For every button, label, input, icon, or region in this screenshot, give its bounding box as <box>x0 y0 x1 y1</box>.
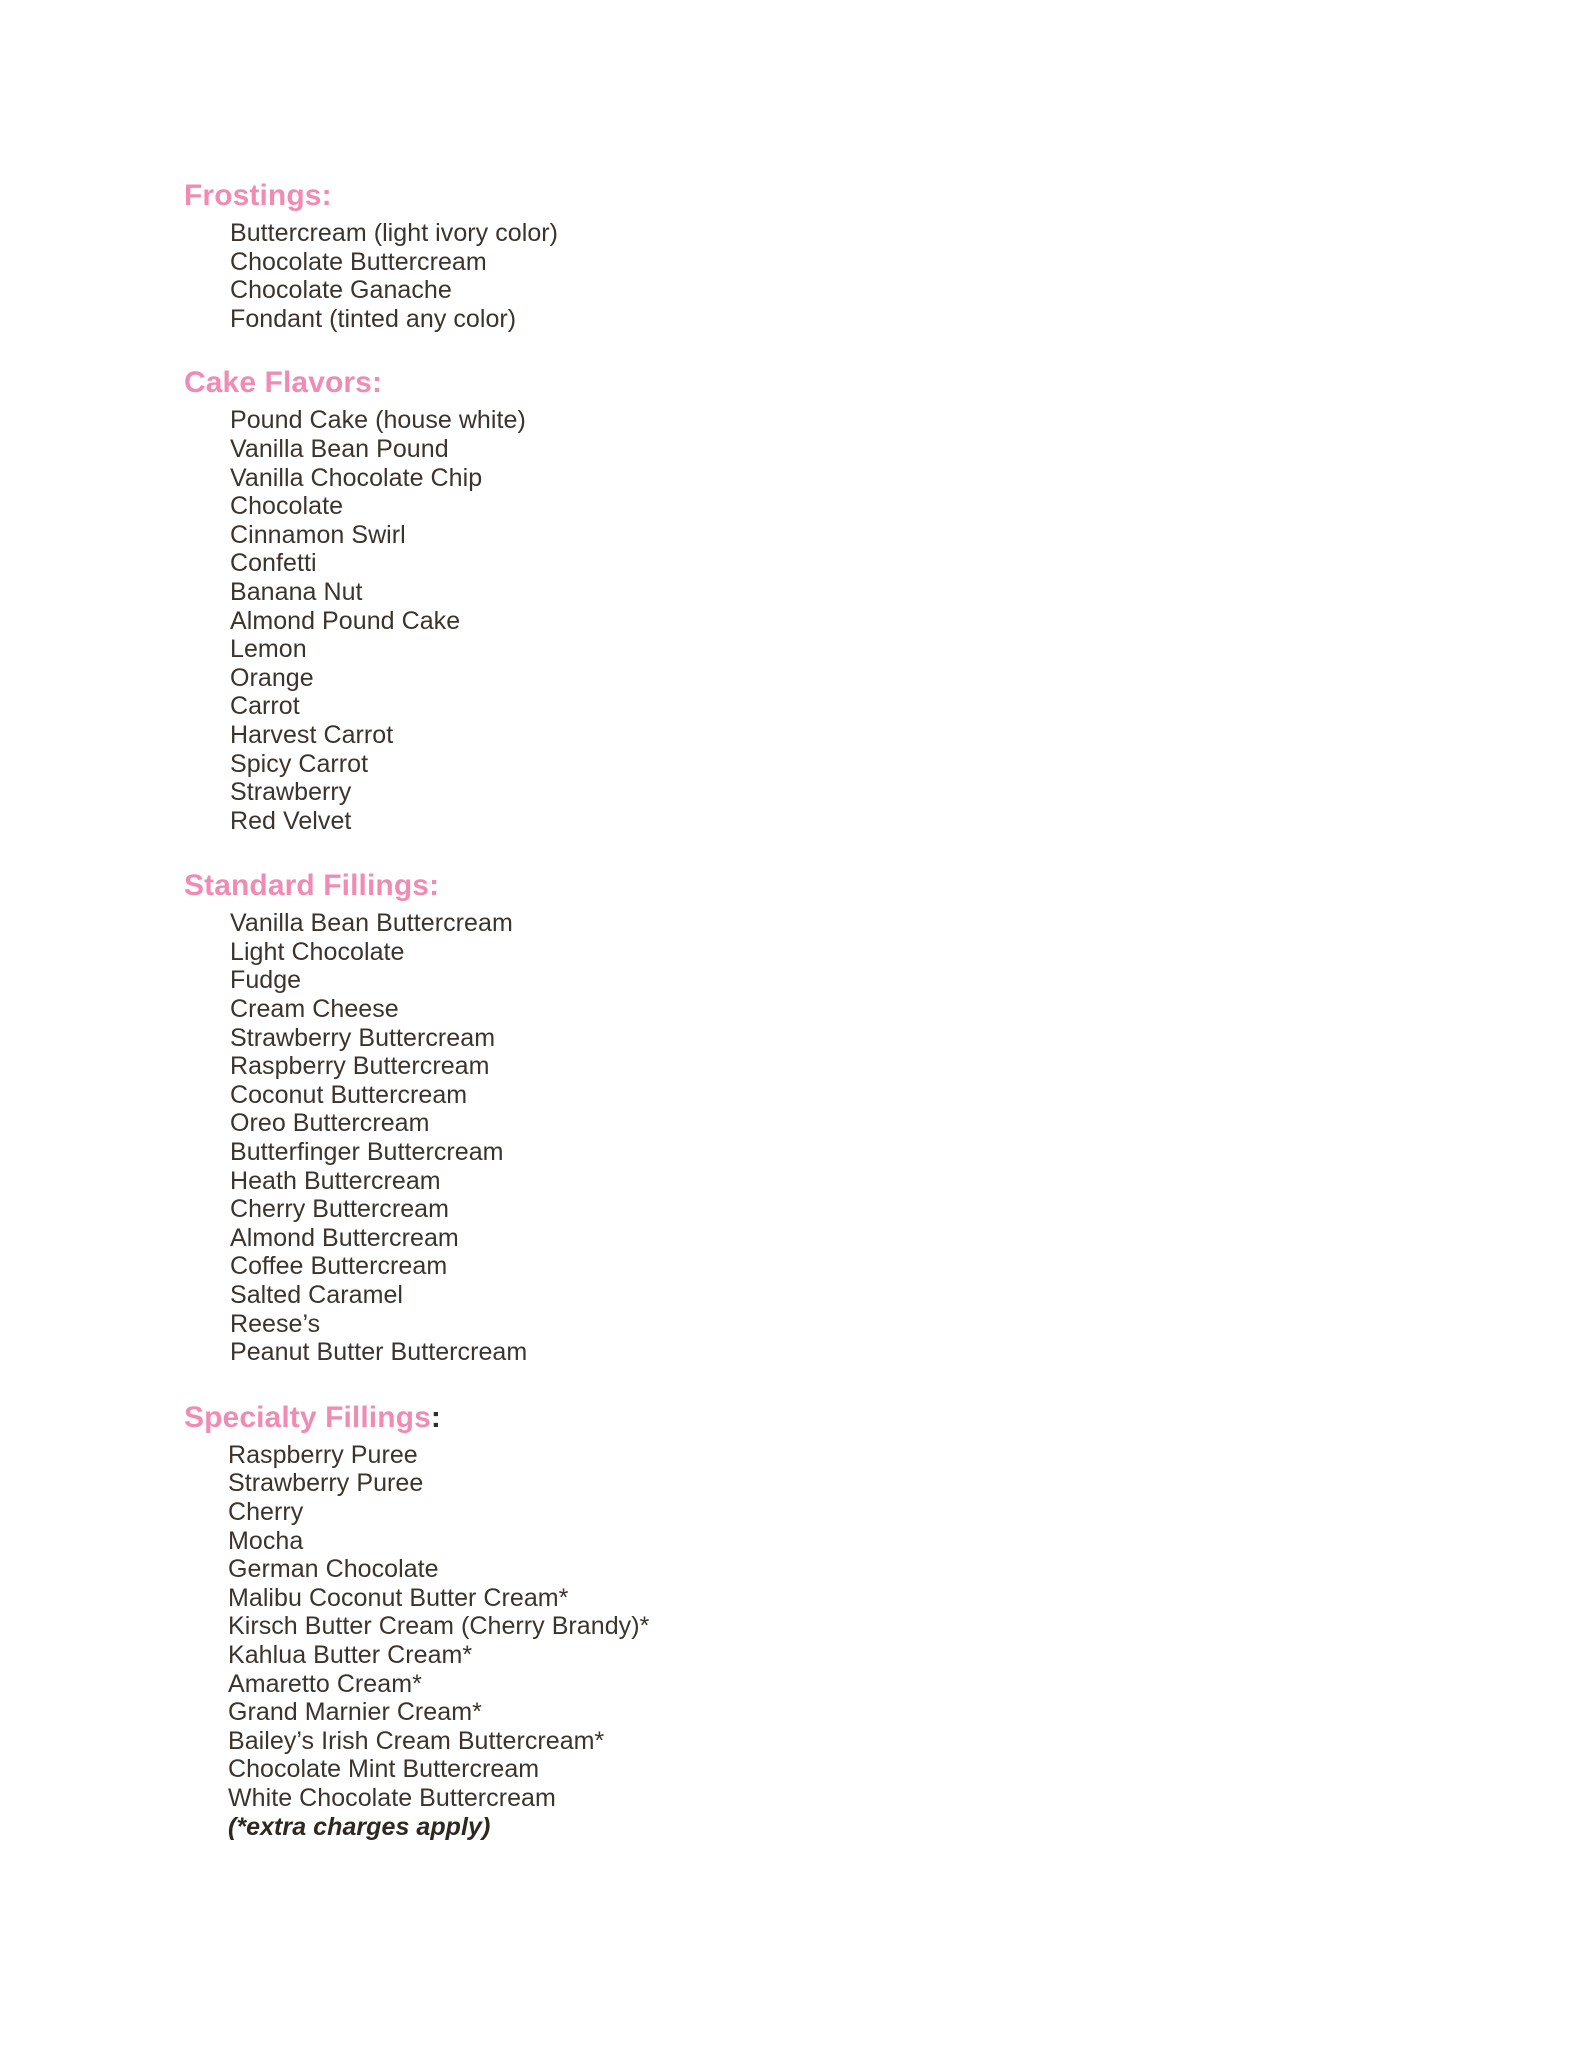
section-heading-specialty-fillings <box>184 1400 1384 1436</box>
list-item: Chocolate Buttercream <box>230 247 487 276</box>
section-heading-colon: : <box>430 1400 441 1434</box>
section-heading-standard-fillings <box>184 868 1384 904</box>
list-item: Confetti <box>230 549 317 578</box>
section-heading-text: Specialty Fillings <box>184 1400 431 1434</box>
list-item: Red Velvet <box>230 806 352 835</box>
list-item: White Chocolate Buttercream <box>228 1783 556 1812</box>
list-item: Almond Pound Cake <box>230 606 461 635</box>
list-item: Grand Marnier Cream* <box>228 1698 482 1727</box>
section-heading-colon: : <box>371 366 383 400</box>
extra-charges-footnote: (*extra charges apply) <box>228 1812 491 1841</box>
list-item: Mocha <box>228 1526 304 1555</box>
section-heading-colon: : <box>429 869 440 903</box>
list-item: Raspberry Buttercream <box>230 1052 490 1081</box>
cake-flavors-list <box>184 406 1384 835</box>
list-item: Raspberry Puree <box>228 1440 418 1469</box>
list-item: Butterfinger Buttercream <box>230 1138 504 1167</box>
section-heading-text: Standard Fillings <box>184 869 430 903</box>
list-item: Carrot <box>230 692 300 721</box>
list-item: Spicy Carrot <box>230 749 369 778</box>
list-item: Banana Nut <box>230 577 363 606</box>
list-item: Cinnamon Swirl <box>230 520 406 549</box>
list-item: Pound Cake (house white) <box>230 406 526 435</box>
section-heading-text: Frostings <box>184 179 322 212</box>
list-item: Oreo Buttercream <box>230 1109 430 1138</box>
list-item: Cherry <box>228 1497 304 1526</box>
list-item: Fondant (tinted any color) <box>230 304 517 333</box>
section-heading-text: Cake Flavors <box>184 366 372 400</box>
list-item: Kahlua Butter Cream* <box>228 1640 473 1669</box>
list-item: Cream Cheese <box>230 995 399 1024</box>
section-heading-colon: : <box>321 179 332 212</box>
list-item: Peanut Butter Buttercream <box>230 1338 528 1367</box>
frostings-list <box>184 219 1384 333</box>
specialty-fillings-list <box>184 1441 1384 1841</box>
list-item: Vanilla Bean Buttercream <box>230 909 513 938</box>
list-item: Kirsch Butter Cream (Cherry Brandy)* <box>228 1612 650 1641</box>
list-item: Coconut Buttercream <box>230 1080 468 1109</box>
list-item: Bailey’s Irish Cream Buttercream* <box>228 1726 605 1755</box>
list-item: Coffee Buttercream <box>230 1252 448 1281</box>
list-item: German Chocolate <box>228 1555 439 1584</box>
section-frostings <box>184 178 1384 333</box>
list-item: Lemon <box>230 635 307 664</box>
list-item: Chocolate <box>230 492 344 521</box>
list-item: Strawberry Buttercream <box>230 1023 496 1052</box>
list-item: Buttercream (light ivory color) <box>230 219 559 247</box>
section-heading-frostings <box>184 178 1384 214</box>
section-heading-cake-flavors <box>184 365 1384 401</box>
standard-fillings-list <box>184 909 1384 1367</box>
list-item: Vanilla Chocolate Chip <box>230 463 483 492</box>
list-item: Orange <box>230 663 314 692</box>
list-item: Strawberry Puree <box>228 1469 424 1498</box>
list-item: Heath Buttercream <box>230 1166 441 1195</box>
list-item: Vanilla Bean Pound <box>230 434 449 463</box>
list-item: Light Chocolate <box>230 937 405 966</box>
list-item: Almond Buttercream <box>230 1223 459 1252</box>
list-item: Reese’s <box>230 1309 321 1338</box>
list-item: Chocolate Ganache <box>230 276 452 305</box>
section-cake-flavors <box>184 365 1384 835</box>
list-item: Malibu Coconut Butter Cream* <box>228 1583 569 1612</box>
list-item: Harvest Carrot <box>230 720 394 749</box>
section-specialty-fillings <box>184 1400 1384 1841</box>
list-item: Fudge <box>230 966 302 995</box>
list-item: Strawberry <box>230 778 352 807</box>
list-item: Salted Caramel <box>230 1281 404 1309</box>
list-item: Amaretto Cream* <box>228 1669 422 1698</box>
menu-content <box>184 178 1384 1841</box>
section-standard-fillings <box>184 868 1384 1367</box>
list-item: Cherry Buttercream <box>230 1195 450 1224</box>
list-item: Chocolate Mint Buttercream <box>228 1755 540 1784</box>
